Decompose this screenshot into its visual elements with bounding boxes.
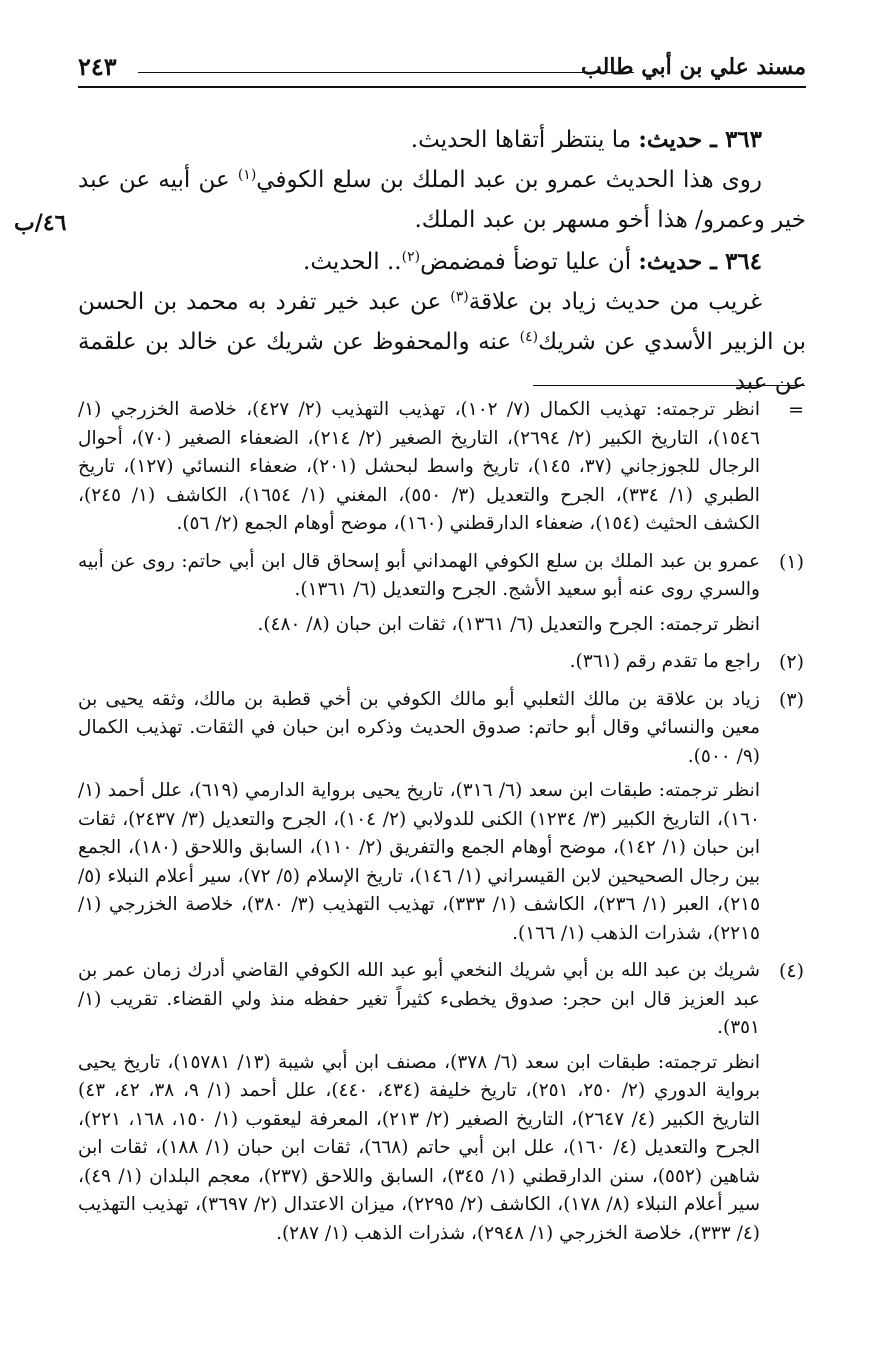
footnote-references: انظر ترجمته: طبقات ابن سعد (٦/ ٣١٦)، تاريخ يحيى برواية الدارمي (٦١٩)، علل أحمد (١/ ١٦٠)، التاريخ الكبير (٣/ ١٢٣٤) الكنى للدولابي (٢/ ١٠٤)، الجرح والتعديل (٣/ ٢٤٣٧)، ثقات ابن حبان (١/ ١٤٢)، موضح أوهام الجمع والتفريق (٢/ ١١٠)، السابق واللاحق (١٨٠)، الجمع بين رجال الصحيحين لابن القيسراني (١/ ١٤٦)، تاريخ الإسلام (٥/ ٧٢)، سير أعلام النبلاء (٥/ ٢١٥)، العبر (١/ ٢٣٦)، الكاشف (١/ ٣٣٣)، تهذيب التهذيب (٣/ ٣٨٠)، خلاصة الخزرجي (١/ ٢٢١٥)، شذرات الذهب (١/ ١٦٦). bbox=[78, 780, 761, 944]
footnote-marker: (٣) bbox=[778, 688, 804, 711]
footnote-text: شريك بن عبد الله بن أبي شريك النخعي أبو عبد الله الكوفي القاضي أدرك زمان عمر بن عبد العزيز قال ابن حجر: صدوق يخطىء كثيراً تغير حفظه منذ ولي القضاء. تقريب (١/ ٣٥١). bbox=[78, 960, 760, 1038]
footnote bbox=[78, 548, 806, 640]
hadith-363 bbox=[78, 120, 806, 160]
main-text bbox=[78, 118, 806, 402]
book-title: مسند علي بن أبي طالب bbox=[581, 54, 806, 80]
running-header bbox=[78, 46, 806, 88]
commentary-paragraph: غريب من حديث زياد بن علاقة$^{(٣)}$ عن عبد خير تفرد به محمد بن الحسن بن الزبير الأسدي عن شريك$^{(٤)}$ عنه والمحفوظ عن شريك عن خالد بن علقمة عن عبد bbox=[78, 289, 806, 395]
footnote-ref: (٤) bbox=[519, 329, 539, 345]
footnote bbox=[78, 686, 806, 949]
hadith-364: ٣٦٤ ـ حديث: أن عليا توضأ فمضمض$^{(٢)}$.. الحديث. bbox=[303, 248, 762, 275]
footnote-text: عمرو بن عبد الملك بن سلع الكوفي الهمداني أبو إسحاق قال ابن أبي حاتم: روى عن أبيه والسري روى عنه أبو سعيد الأشج. الجرح والتعديل (٦/ ١٣٦١). bbox=[78, 550, 760, 600]
footnote-references: انظر ترجمته: طبقات ابن سعد (٦/ ٣٧٨)، مصنف ابن أبي شيبة (١٣/ ١٥٧٨١)، تاريخ يحيى برواية الدوري (٢/ ٢٥٠، ٢٥١)، تاريخ خليفة (٤٣٤، ٤٤٠)، علل أحمد (١/ ٩، ٣٨، ٤٢، ٤٣) التاريخ الكبير (٤/ ٢٦٤٧)، التاريخ الصغير (٢/ ٢١٣)، المعرفة ليعقوب (١/ ١٥٠، ١٦٨، ٢٢١)، الجرح والتعديل (٤/ ١٦٠)، علل ابن أبي حاتم (٦٦٨)، ثقات ابن حبان (١/ ١٨٨)، ثقات ابن شاهين (٥٥٢)، سنن الدارقطني (١/ ٣٤٥)، السابق واللاحق (٢٣٧)، معجم البلدان (١/ ٤٩)، سير أعلام النبلاء (٨/ ١٧٨)، الكاشف (٢/ ٢٢٩٥)، ميزان الاعتدال (٢/ ٣٦٩٧)، تهذيب التهذيب (٤/ ٣٣٣)، خلاصة الخزرجي (١/ ٢٩٤٨)، شذرات الذهب (١/ ٢٨٧). bbox=[78, 1051, 760, 1244]
footnote bbox=[78, 396, 806, 539]
header-rule bbox=[138, 72, 634, 73]
footnote bbox=[78, 957, 806, 1248]
footnote-marker: (٤) bbox=[778, 960, 804, 982]
footnote-text: زياد بن علاقة بن مالك الثعلبي أبو مالك الكوفي بن أخي قطبة بن مالك، وثقه يحيى بن معين والنسائي وقال أبو حاتم: صدوق الحديث وذكره ابن حبان في الثقات. تهذيب الكمال (٩/ ٥٠٠). bbox=[78, 688, 760, 767]
footnote-ref: (٢) bbox=[401, 249, 421, 265]
footnote-marker: (١) bbox=[778, 550, 804, 573]
manuscript-folio-note: ٤٦/ب bbox=[14, 210, 67, 236]
footnote-separator bbox=[533, 385, 805, 386]
footnote-marker: (٢) bbox=[778, 651, 804, 673]
footnote-text: انظر ترجمته: تهذيب الكمال (٧/ ١٠٢)، تهذيب التهذيب (٢/ ٤٢٧)، خلاصة الخزرجي (١/ ١٥٤٦)، التاريخ الكبير (٢/ ٢٦٩٤)، التاريخ الصغير (٢/ ٢١٤)، الضعفاء الصغير (٧٠)، أحوال الرجال للجوزجاني (٣٧، ١٤٥)، تاريخ واسط لبحشل (٢٠١)، ضعفاء النسائي (١٢٧)، تاريخ الطبري (١/ ٣٣٤)، الجرح والتعديل (٣/ ٥٥٠)، المغني (١/ ١٦٥٤)، الكاشف (١/ ٢٤٥)، الكشف الحثيث (١٥٤)، ضعفاء الدارقطني (١٦٠)، موضح أوهام الجمع (٢/ ٥٦). bbox=[78, 399, 761, 534]
hadith-number: ٣٦٤ ـ حديث: bbox=[638, 248, 762, 275]
footnote-text: راجع ما تقدم رقم (٣٦١). bbox=[569, 651, 760, 672]
commentary-paragraph: روى هذا الحديث عمرو بن عبد الملك بن سلع الكوفي$^{(١)}$ عن أبيه عن عبد خير وعمرو/ هذا أخو مسهر بن عبد الملك. bbox=[78, 167, 806, 233]
footnote-ref: (٣) bbox=[450, 289, 469, 305]
hadith-text: ما ينتظر أتقاها الحديث. bbox=[410, 127, 639, 153]
hadith-number: ٣٦٣ ـ حديث: bbox=[638, 126, 762, 153]
footnote bbox=[78, 648, 806, 677]
footnotes bbox=[78, 396, 806, 1257]
page-number: ٢٤٣ bbox=[78, 52, 117, 81]
footnote-ref: (١) bbox=[237, 167, 257, 183]
footnote-marker: = bbox=[788, 399, 804, 421]
footnote-references: انظر ترجمته: الجرح والتعديل (٦/ ١٣٦١)، ثقات ابن حبان (٨/ ٤٨٠). bbox=[257, 613, 760, 635]
